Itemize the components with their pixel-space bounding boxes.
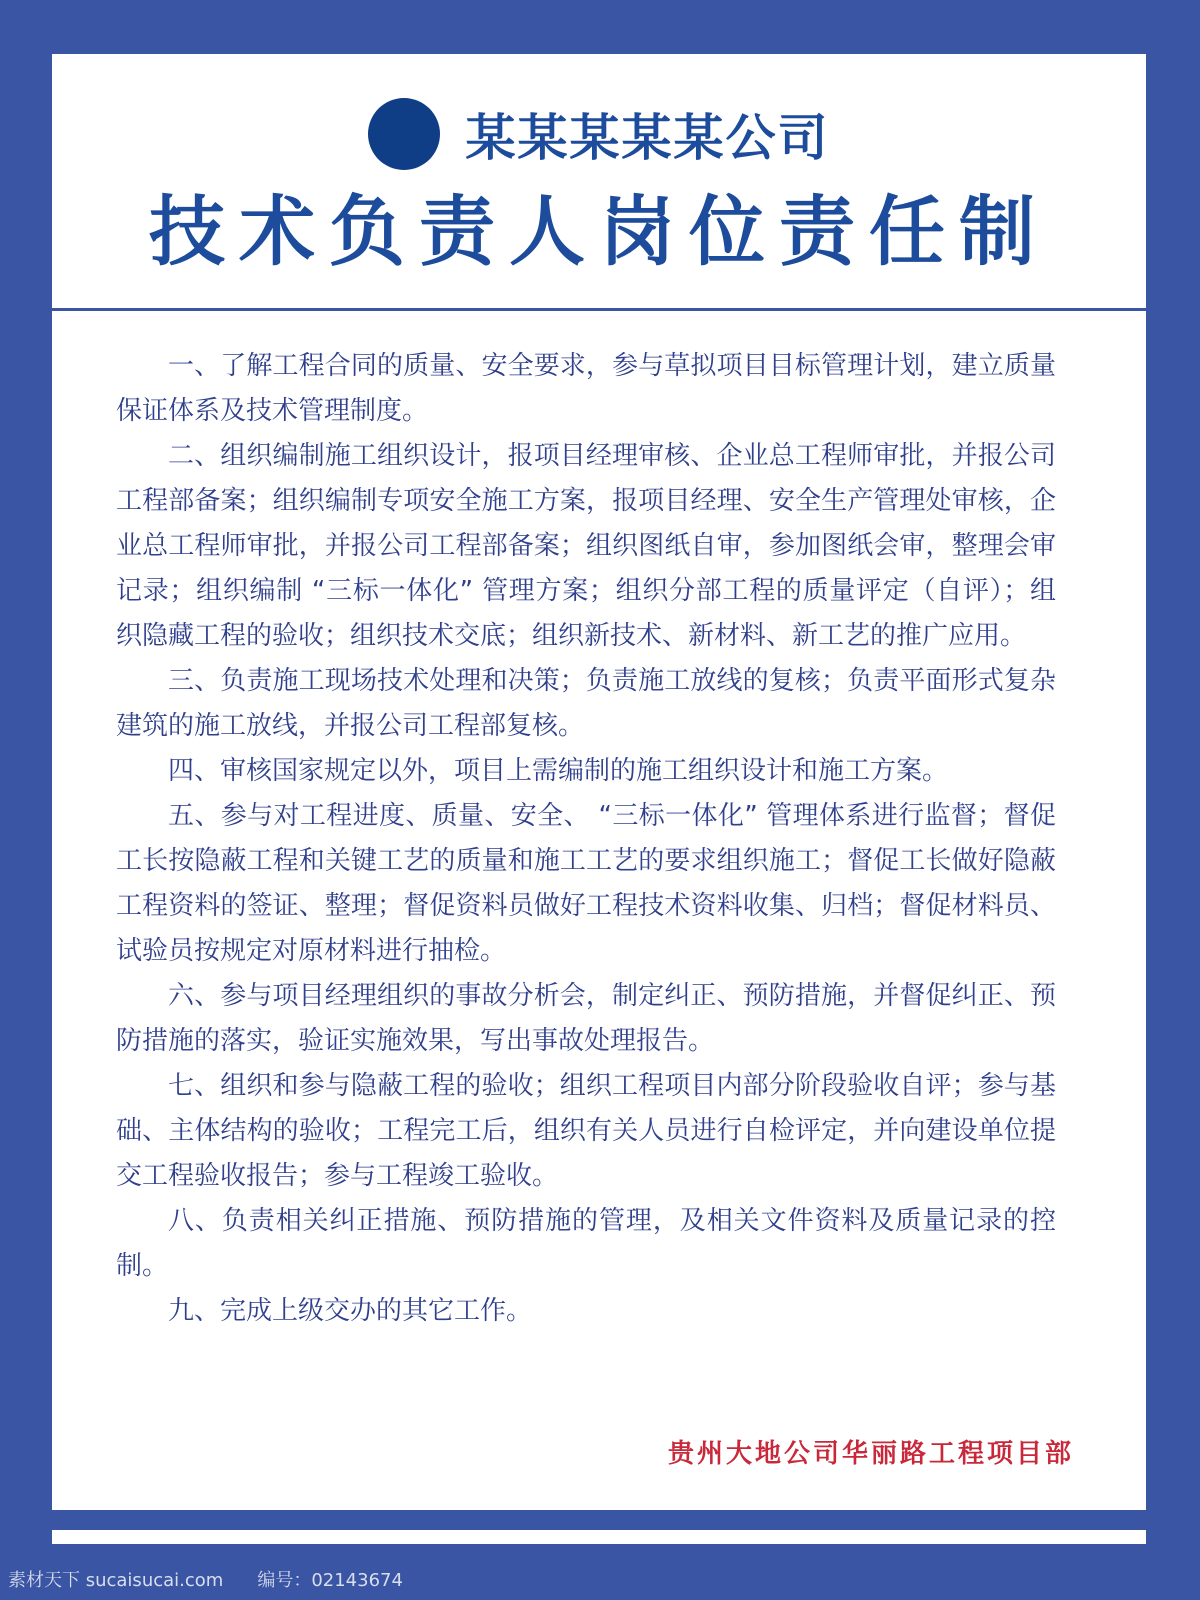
responsibility-item-8: 八、负责相关纠正措施、预防措施的管理，及相关文件资料及质量记录的控制。 [116,1206,1056,1281]
company-logo-icon [368,98,440,170]
header-divider [40,308,1158,311]
responsibility-item-4: 四、审核国家规定以外，项目上需编制的施工组织设计和施工方案。 [168,756,949,786]
responsibility-item-6: 六、参与项目经理组织的事故分析会，制定纠正、预防措施，并督促纠正、预防措施的落实，验证实施效果，写出事故处理报告。 [116,981,1056,1056]
watermark [8,1566,403,1592]
page-title: 技术负责人岗位责任制 [149,187,1049,276]
responsibility-item-9: 九、完成上级交办的其它工作。 [168,1296,533,1326]
company-name: 某某某某某公司 [465,109,830,167]
company-row [52,98,1146,170]
responsibility-item-5: 五、参与对工程进度、质量、安全、 “三标一体化” 管理体系进行监督；督促工长按隐蔽工程和关键工艺的质量和施工工艺的要求组织施工；督促工长做好隐蔽工程资料的签证、整理；督促资料员做好工程技术资料收集、归档；督促材料员、试验员按规定对原材料进行抽检。 [116,801,1056,966]
bottom-stripe [52,1530,1146,1544]
responsibility-item-7: 七、组织和参与隐蔽工程的验收；组织工程项目内部分阶段验收自评；参与基础、主体结构的验收；工程完工后，组织有关人员进行自检评定，并向建设单位提交工程验收报告；参与工程竣工验收。 [116,1071,1056,1191]
responsibility-list [116,344,1056,1334]
responsibility-item-1: 一、了解工程合同的质量、安全要求，参与草拟项目目标管理计划，建立质量保证体系及技术管理制度。 [116,351,1056,426]
notice-board [52,54,1146,1510]
watermark-site: 素材天下 sucaisucai.com [8,1570,224,1591]
issuer-signature: 贵州大地公司华丽路工程项目部 [667,1439,1074,1469]
header [52,54,1146,296]
responsibility-item-3: 三、负责施工现场技术处理和决策；负责施工放线的复核；负责平面形式复杂建筑的施工放线，并报公司工程部复核。 [116,666,1056,741]
responsibility-item-2: 二、组织编制施工组织设计，报项目经理审核、企业总工程师审批，并报公司工程部备案；组织编制专项安全施工方案，报项目经理、安全生产管理处审核，企业总工程师审批，并报公司工程部备案；组织图纸自审，参加图纸会审，整理会审记录；组织编制 “三标一体化” 管理方案；组织分部工程的质量评定（自评）；组织隐藏工程的验收；组织技术交底；组织新技术、新材料、新工艺的推广应用。 [116,441,1056,651]
watermark-id: 编号：02143674 [257,1570,403,1591]
